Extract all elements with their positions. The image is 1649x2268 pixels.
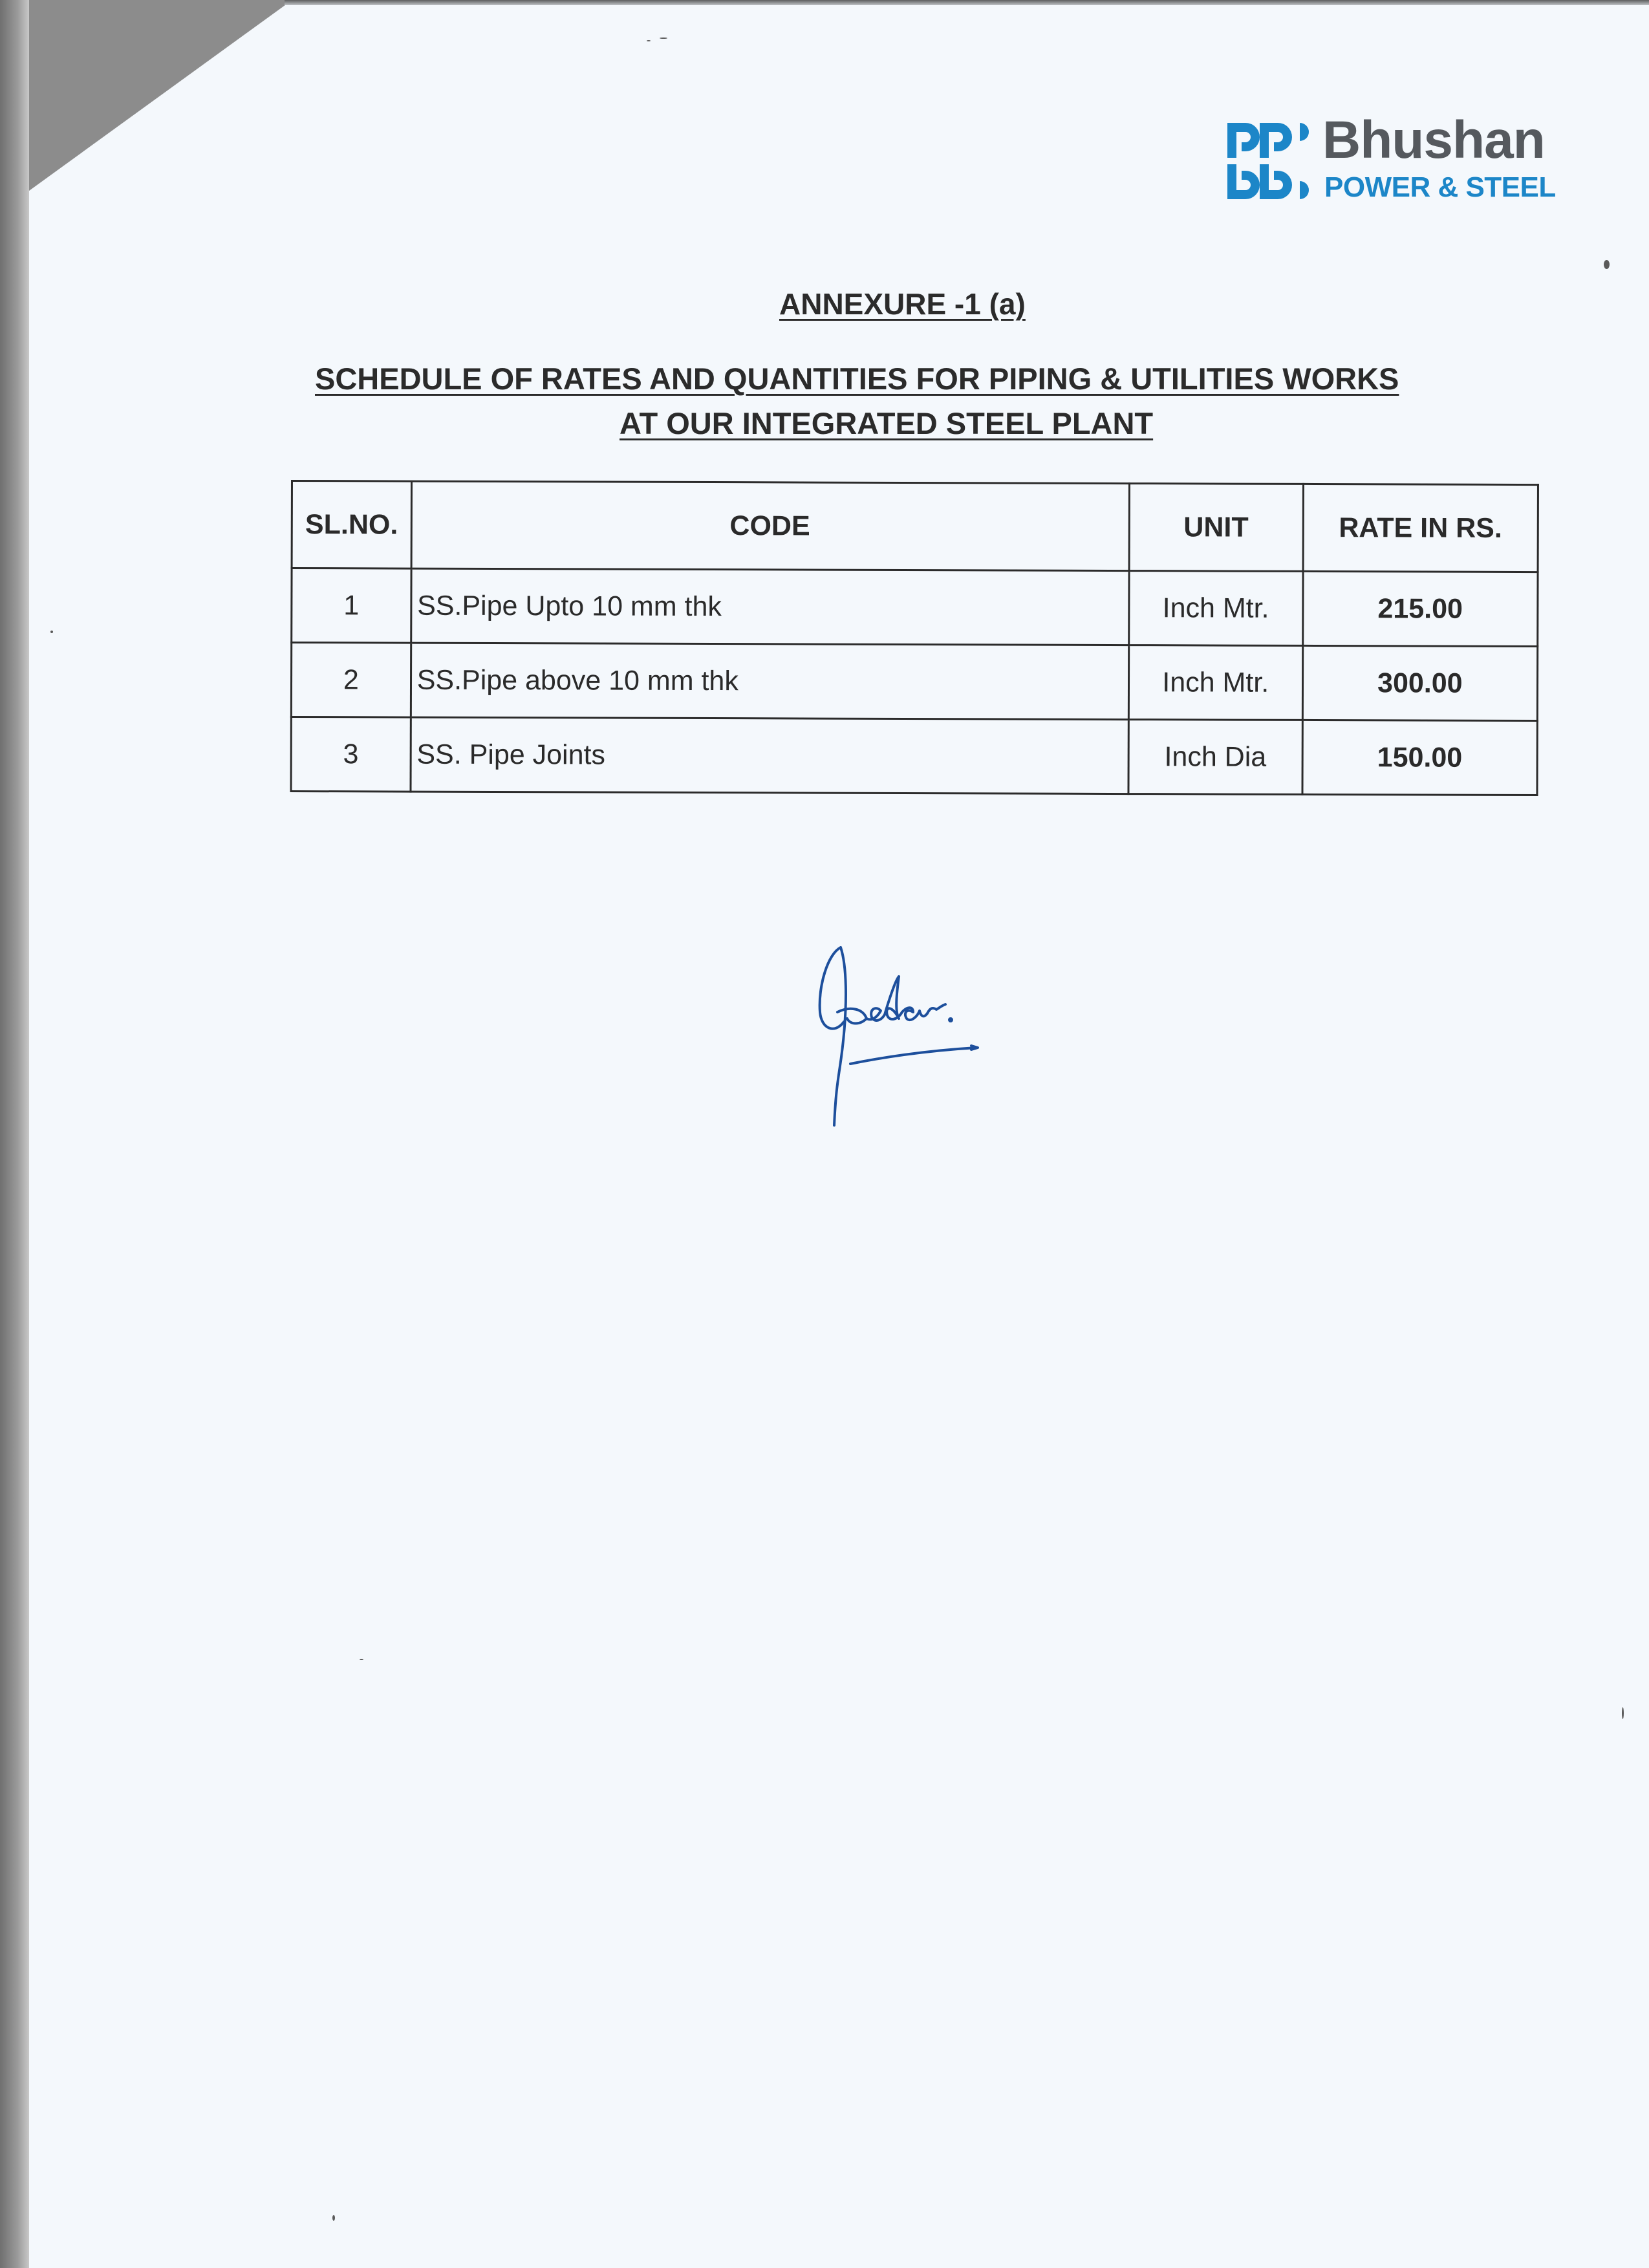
schedule-title-line-1: SCHEDULE OF RATES AND QUANTITIES FOR PIPING & UTILITIES WORKS — [315, 362, 1399, 396]
cell-unit: Inch Mtr. — [1129, 571, 1303, 646]
company-logo — [1222, 111, 1558, 208]
cell-unit: Inch Dia — [1128, 720, 1302, 795]
cell-sl-no: 2 — [291, 643, 411, 718]
cell-code: SS.Pipe above 10 mm thk — [411, 643, 1128, 719]
cell-rate: 150.00 — [1302, 720, 1538, 795]
cell-rate: 215.00 — [1302, 571, 1538, 646]
table-row — [291, 717, 1537, 795]
cell-rate: 300.00 — [1302, 645, 1538, 720]
cell-code: SS.Pipe Upto 10 mm thk — [411, 568, 1128, 645]
table-row — [291, 643, 1537, 721]
paper-sheet — [29, 3, 1649, 2268]
scan-speck — [647, 40, 651, 41]
table-row — [292, 568, 1538, 647]
scan-speck — [1622, 1707, 1624, 1719]
scan-speck — [50, 631, 53, 633]
schedule-title-line-2: AT OUR INTEGRATED STEEL PLANT — [620, 406, 1154, 440]
cell-sl-no: 1 — [292, 568, 411, 643]
scan-speck — [332, 2215, 335, 2221]
table-header-row — [292, 481, 1538, 572]
scan-edge-left — [0, 0, 29, 2268]
bhushan-logo-icon — [1222, 119, 1310, 203]
cell-code: SS. Pipe Joints — [411, 717, 1128, 794]
logo-tagline: POWER & STEEL — [1324, 171, 1556, 203]
cell-unit: Inch Mtr. — [1128, 645, 1302, 720]
scan-speck — [360, 1659, 363, 1660]
header-sl-no: SL.NO. — [292, 481, 411, 569]
handwritten-signature — [802, 941, 1048, 1135]
logo-name: Bhushan — [1322, 111, 1545, 169]
scan-speck — [1604, 260, 1610, 269]
header-rate: RATE IN RS. — [1303, 484, 1538, 572]
rate-schedule-table — [290, 480, 1539, 796]
annexure-heading: ANNEXURE -1 (a) — [779, 287, 1026, 321]
header-code: CODE — [411, 481, 1130, 570]
cell-sl-no: 3 — [291, 717, 411, 792]
header-unit: UNIT — [1129, 484, 1303, 572]
scan-edge-top — [285, 0, 1649, 5]
scan-speck — [660, 38, 667, 39]
